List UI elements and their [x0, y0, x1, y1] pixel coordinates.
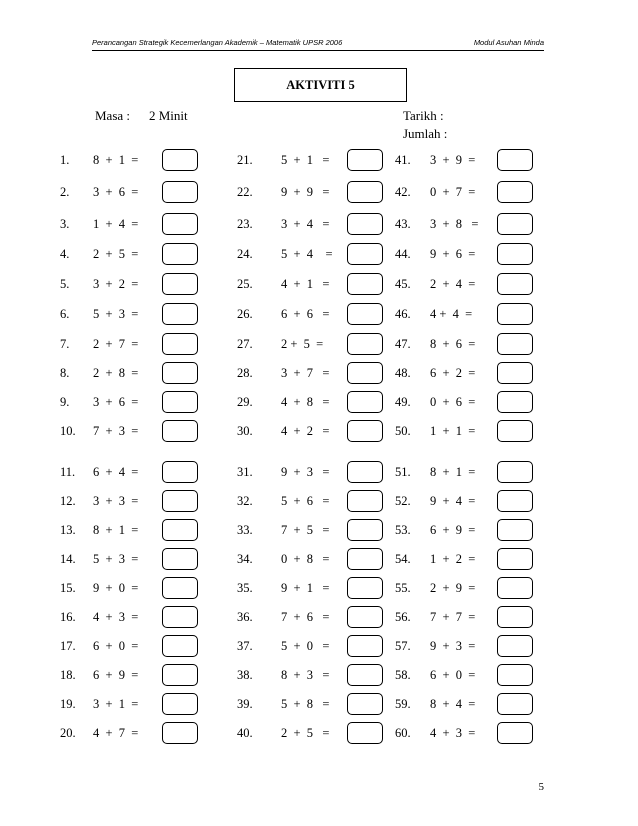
exercise-number: 19.: [60, 697, 76, 711]
answer-box[interactable]: [497, 303, 533, 325]
exercise-equation: 3 + 4 =: [281, 217, 330, 231]
answer-box[interactable]: [162, 181, 198, 203]
exercise-equation: 2 + 9 =: [430, 581, 476, 595]
exercise-equation: 3 + 8 =: [430, 217, 479, 231]
exercise-equation: 4 + 1 =: [281, 277, 330, 291]
exercise-number: 10.: [60, 424, 76, 438]
activity-title: AKTIVITI 5: [234, 68, 407, 102]
exercise-equation: 0 + 7 =: [430, 185, 476, 199]
answer-box[interactable]: [347, 461, 383, 483]
exercise-number: 24.: [237, 247, 253, 261]
exercise-number: 54.: [395, 552, 411, 566]
header-left-text: Perancangan Strategik Kecemerlangan Akademik – Matematik UPSR 2006: [92, 38, 343, 47]
masa-value: 2 Minit: [149, 108, 188, 123]
exercise-equation: 6 + 6 =: [281, 307, 330, 321]
exercise-equation: 9 + 9 =: [281, 185, 330, 199]
exercise-equation: 1 + 4 =: [93, 217, 139, 231]
exercise-equation: 5 + 1 =: [281, 153, 330, 167]
exercise-equation: 3 + 1 =: [93, 697, 139, 711]
answer-box[interactable]: [162, 273, 198, 295]
answer-box[interactable]: [347, 420, 383, 442]
exercise-equation: 7 + 6 =: [281, 610, 330, 624]
exercise-number: 38.: [237, 668, 253, 682]
answer-box[interactable]: [347, 303, 383, 325]
exercise-equation: 4 + 2 =: [281, 424, 330, 438]
exercise-equation: 7 + 3 =: [93, 424, 139, 438]
exercise-equation: 5 + 3 =: [93, 552, 139, 566]
exercise-equation: 6 + 4 =: [93, 465, 139, 479]
exercise-equation: 3 + 6 =: [93, 185, 139, 199]
exercise-number: 53.: [395, 523, 411, 537]
exercise-equation: 8 + 3 =: [281, 668, 330, 682]
answer-box[interactable]: [162, 243, 198, 265]
exercise-equation: 4 + 7 =: [93, 726, 139, 740]
exercise-number: 47.: [395, 337, 411, 351]
exercise-number: 56.: [395, 610, 411, 624]
exercise-number: 45.: [395, 277, 411, 291]
exercise-equation: 2 + 5 =: [281, 337, 324, 351]
answer-box[interactable]: [497, 693, 533, 715]
exercise-equation: 6 + 2 =: [430, 366, 476, 380]
exercise-number: 2.: [60, 185, 70, 199]
answer-box[interactable]: [162, 461, 198, 483]
exercise-equation: 1 + 2 =: [430, 552, 476, 566]
exercise-equation: 5 + 6 =: [281, 494, 330, 508]
exercise-number: 14.: [60, 552, 76, 566]
exercise-number: 36.: [237, 610, 253, 624]
answer-box[interactable]: [162, 635, 198, 657]
exercise-number: 52.: [395, 494, 411, 508]
answer-box[interactable]: [347, 213, 383, 235]
answer-box[interactable]: [497, 273, 533, 295]
exercise-number: 13.: [60, 523, 76, 537]
exercise-number: 7.: [60, 337, 70, 351]
exercise-number: 11.: [60, 465, 76, 479]
exercise-number: 39.: [237, 697, 253, 711]
answer-box[interactable]: [497, 243, 533, 265]
answer-box[interactable]: [162, 149, 198, 171]
answer-box[interactable]: [497, 461, 533, 483]
answer-box[interactable]: [347, 149, 383, 171]
answer-box[interactable]: [162, 213, 198, 235]
exercise-number: 34.: [237, 552, 253, 566]
answer-box[interactable]: [162, 333, 198, 355]
exercise-equation: 2 + 5 =: [93, 247, 139, 261]
answer-box[interactable]: [162, 693, 198, 715]
exercise-number: 41.: [395, 153, 411, 167]
answer-box[interactable]: [162, 362, 198, 384]
running-header: [92, 38, 544, 51]
answer-box[interactable]: [497, 635, 533, 657]
exercise-equation: 2 + 5 =: [281, 726, 330, 740]
exercise-equation: 4 + 4 =: [430, 307, 473, 321]
exercise-equation: 5 + 3 =: [93, 307, 139, 321]
answer-box[interactable]: [497, 420, 533, 442]
answer-box[interactable]: [347, 490, 383, 512]
exercise-number: 33.: [237, 523, 253, 537]
answer-box[interactable]: [497, 490, 533, 512]
exercise-number: 23.: [237, 217, 253, 231]
answer-box[interactable]: [497, 213, 533, 235]
exercise-number: 35.: [237, 581, 253, 595]
exercise-equation: 2 + 4 =: [430, 277, 476, 291]
answer-box[interactable]: [497, 391, 533, 413]
exercise-equation: 9 + 4 =: [430, 494, 476, 508]
exercise-number: 31.: [237, 465, 253, 479]
exercise-equation: 3 + 2 =: [93, 277, 139, 291]
exercise-equation: 9 + 3 =: [430, 639, 476, 653]
answer-box[interactable]: [497, 149, 533, 171]
answer-box[interactable]: [162, 606, 198, 628]
answer-box[interactable]: [497, 722, 533, 744]
answer-box[interactable]: [347, 362, 383, 384]
exercise-number: 49.: [395, 395, 411, 409]
exercise-equation: 8 + 1 =: [93, 153, 139, 167]
answer-box[interactable]: [347, 693, 383, 715]
header-right-text: Modul Asuhan Minda: [473, 38, 544, 47]
exercise-number: 43.: [395, 217, 411, 231]
exercise-number: 42.: [395, 185, 411, 199]
exercise-number: 40.: [237, 726, 253, 740]
answer-box[interactable]: [347, 243, 383, 265]
exercise-equation: 6 + 0 =: [430, 668, 476, 682]
answer-box[interactable]: [347, 606, 383, 628]
answer-box[interactable]: [497, 181, 533, 203]
answer-box[interactable]: [347, 519, 383, 541]
answer-box[interactable]: [347, 664, 383, 686]
answer-box[interactable]: [497, 519, 533, 541]
exercise-equation: 9 + 6 =: [430, 247, 476, 261]
answer-box[interactable]: [347, 333, 383, 355]
exercise-equation: 6 + 0 =: [93, 639, 139, 653]
exercise-number: 50.: [395, 424, 411, 438]
exercise-equation: 6 + 9 =: [93, 668, 139, 682]
exercise-number: 5.: [60, 277, 70, 291]
answer-box[interactable]: [162, 548, 198, 570]
exercise-number: 4.: [60, 247, 70, 261]
answer-box[interactable]: [497, 333, 533, 355]
exercise-equation: 6 + 9 =: [430, 523, 476, 537]
exercise-equation: 7 + 5 =: [281, 523, 330, 537]
masa-label: Masa :: [95, 108, 131, 123]
exercise-number: 46.: [395, 307, 411, 321]
exercise-number: 9.: [60, 395, 70, 409]
exercise-number: 20.: [60, 726, 76, 740]
exercise-equation: 3 + 3 =: [93, 494, 139, 508]
exercise-equation: 8 + 4 =: [430, 697, 476, 711]
exercise-number: 48.: [395, 366, 411, 380]
exercise-equation: 9 + 1 =: [281, 581, 330, 595]
answer-box[interactable]: [347, 273, 383, 295]
exercise-equation: 3 + 6 =: [93, 395, 139, 409]
exercise-equation: 2 + 8 =: [93, 366, 139, 380]
exercise-equation: 4 + 3 =: [93, 610, 139, 624]
exercise-number: 26.: [237, 307, 253, 321]
jumlah-label: Jumlah :: [403, 126, 448, 141]
exercise-number: 25.: [237, 277, 253, 291]
exercise-number: 29.: [237, 395, 253, 409]
exercise-equation: 9 + 0 =: [93, 581, 139, 595]
exercise-equation: 8 + 1 =: [93, 523, 139, 537]
exercise-number: 8.: [60, 366, 70, 380]
answer-box[interactable]: [497, 664, 533, 686]
exercise-number: 37.: [237, 639, 253, 653]
answer-box[interactable]: [347, 722, 383, 744]
exercise-equation: 3 + 7 =: [281, 366, 330, 380]
answer-box[interactable]: [162, 303, 198, 325]
answer-box[interactable]: [347, 548, 383, 570]
exercise-equation: 0 + 6 =: [430, 395, 476, 409]
exercise-equation: 3 + 9 =: [430, 153, 476, 167]
exercise-equation: 4 + 8 =: [281, 395, 330, 409]
exercise-equation: 2 + 7 =: [93, 337, 139, 351]
exercise-number: 27.: [237, 337, 253, 351]
answer-box[interactable]: [162, 577, 198, 599]
exercise-number: 6.: [60, 307, 70, 321]
answer-box[interactable]: [347, 181, 383, 203]
answer-box[interactable]: [162, 722, 198, 744]
exercise-number: 21.: [237, 153, 253, 167]
exercise-equation: 1 + 1 =: [430, 424, 476, 438]
exercise-number: 60.: [395, 726, 411, 740]
answer-box[interactable]: [347, 577, 383, 599]
exercise-number: 32.: [237, 494, 253, 508]
exercise-equation: 9 + 3 =: [281, 465, 330, 479]
exercise-equation: 7 + 7 =: [430, 610, 476, 624]
exercise-number: 18.: [60, 668, 76, 682]
exercise-equation: 8 + 6 =: [430, 337, 476, 351]
answer-box[interactable]: [162, 391, 198, 413]
exercise-equation: 5 + 8 =: [281, 697, 330, 711]
exercise-number: 16.: [60, 610, 76, 624]
answer-box[interactable]: [162, 664, 198, 686]
exercise-equation: 8 + 1 =: [430, 465, 476, 479]
exercise-number: 12.: [60, 494, 76, 508]
answer-box[interactable]: [347, 635, 383, 657]
exercise-equation: 5 + 4 =: [281, 247, 333, 261]
exercise-equation: 5 + 0 =: [281, 639, 330, 653]
exercise-number: 57.: [395, 639, 411, 653]
exercise-number: 44.: [395, 247, 411, 261]
answer-box[interactable]: [162, 420, 198, 442]
exercise-number: 28.: [237, 366, 253, 380]
answer-box[interactable]: [162, 519, 198, 541]
exercise-number: 22.: [237, 185, 253, 199]
answer-box[interactable]: [162, 490, 198, 512]
exercise-number: 58.: [395, 668, 411, 682]
exercise-number: 59.: [395, 697, 411, 711]
page-number: 5: [538, 781, 544, 793]
exercise-number: 51.: [395, 465, 411, 479]
answer-box[interactable]: [497, 606, 533, 628]
exercise-number: 55.: [395, 581, 411, 595]
exercise-number: 15.: [60, 581, 76, 595]
exercise-equation: 0 + 8 =: [281, 552, 330, 566]
answer-box[interactable]: [497, 577, 533, 599]
exercise-number: 30.: [237, 424, 253, 438]
exercise-number: 17.: [60, 639, 76, 653]
answer-box[interactable]: [497, 362, 533, 384]
tarikh-label: Tarikh :: [403, 108, 444, 123]
answer-box[interactable]: [347, 391, 383, 413]
exercise-equation: 4 + 3 =: [430, 726, 476, 740]
exercise-number: 1.: [60, 153, 70, 167]
exercise-number: 3.: [60, 217, 70, 231]
answer-box[interactable]: [497, 548, 533, 570]
